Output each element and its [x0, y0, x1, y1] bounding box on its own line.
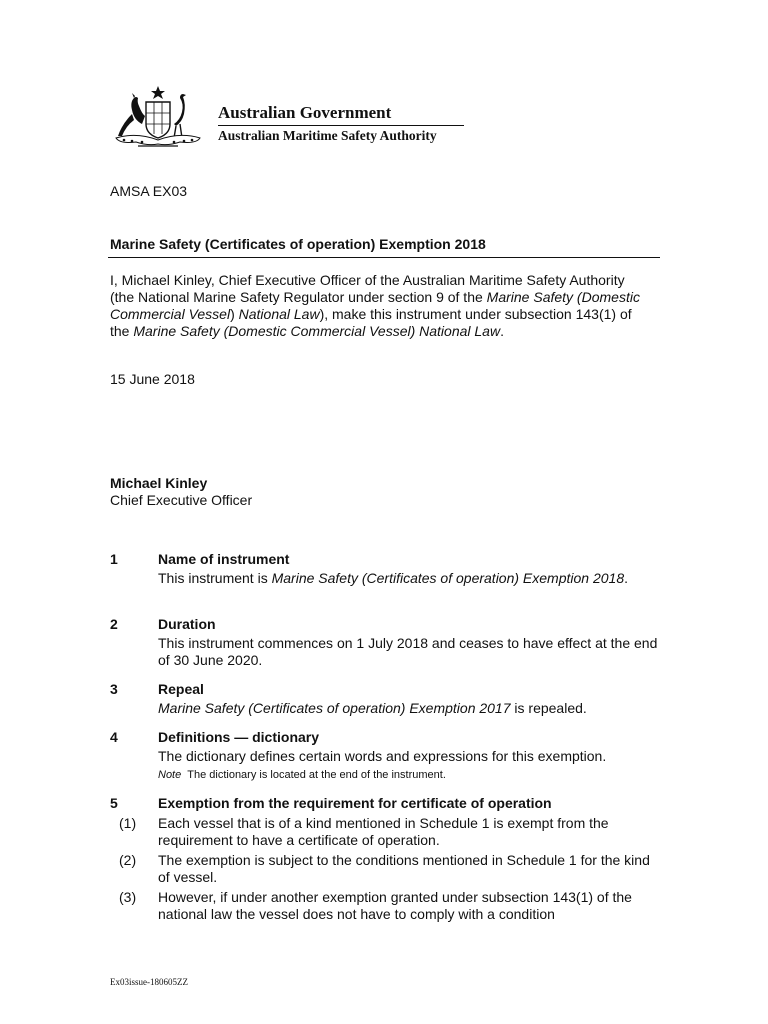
intro-text-1: I, Michael Kinley, Chief Executive Officer of the Australian Maritime Safety Authority (the National Marine Safety Regulator under section 9 of the: [110, 272, 625, 305]
signer-name: Michael Kinley: [110, 475, 208, 491]
section-number: 2: [110, 616, 118, 632]
subsection-text: The exemption is subject to the conditions mentioned in Schedule 1 for the kind of vessel.: [158, 852, 650, 885]
letterhead: [108, 80, 472, 152]
section-text: is repealed.: [510, 700, 587, 716]
section-number: 4: [110, 729, 118, 745]
section-number: 1: [110, 551, 118, 567]
section-note: [158, 769, 446, 782]
section-text-end: .: [624, 570, 628, 586]
government-name: Australian Government: [218, 103, 392, 122]
intro-law-name-2: National Law: [238, 306, 320, 322]
intro-law-name-3: Marine Safety (Domestic Commercial Vessel) National Law: [133, 323, 501, 339]
intro-text-3: ), make this instrument under subsection 143(1) of the: [110, 306, 632, 339]
agency-name: Australian Maritime Safety Authority: [218, 128, 437, 143]
section-number: 5: [110, 795, 118, 811]
subsection-number: (3): [119, 889, 137, 905]
subsection-number: (2): [119, 852, 137, 868]
signature-block: [110, 475, 252, 509]
signer-role: Chief Executive Officer: [110, 492, 253, 508]
repealed-instrument-name: Marine Safety (Certificates of operation) Exemption 2017: [158, 700, 511, 716]
section-body: This instrument commences on 1 July 2018 and ceases to have effect at the end of 30 June 2020.: [158, 635, 658, 668]
section-heading: Definitions — dictionary: [158, 729, 320, 745]
subsection-text: Each vessel that is of a kind mentioned in Schedule 1 is exempt from the requirement to have a certificate of operation.: [158, 815, 609, 848]
section-heading: Exemption from the requirement for certificate of operation: [158, 795, 552, 811]
title-divider: [108, 257, 660, 258]
intro-law-name-1: Marine Safety (Domestic Commercial Vessel: [110, 289, 640, 322]
letterhead-divider: [218, 125, 464, 126]
section-heading: Name of instrument: [158, 551, 290, 567]
signing-date: 15 June 2018: [110, 371, 195, 387]
section-heading: Repeal: [158, 681, 204, 697]
intro-paragraph: [110, 272, 650, 340]
intro-text-4: .: [500, 323, 504, 339]
note-text: The dictionary is located at the end of the instrument.: [187, 769, 446, 781]
section-body: [158, 700, 658, 717]
footer-reference: Ex03issue-180605ZZ: [110, 977, 188, 987]
note-label: Note: [158, 769, 182, 781]
section-text: This instrument is: [158, 570, 272, 586]
document-title: Marine Safety (Certificates of operation) Exemption 2018: [110, 236, 486, 252]
section-heading: Duration: [158, 616, 216, 632]
intro-text-2: ): [230, 306, 239, 322]
document-id: AMSA EX03: [110, 183, 188, 199]
section-body: [158, 570, 658, 587]
subsection-number: (1): [119, 815, 137, 831]
section-body: The dictionary defines certain words and expressions for this exemption.: [158, 748, 607, 764]
coat-of-arms-icon: [108, 84, 208, 150]
subsection-text: However, if under another exemption granted under subsection 143(1) of the national law the vessel does not have to comply with a condition: [158, 889, 632, 922]
section-number: 3: [110, 681, 118, 697]
instrument-name: Marine Safety (Certificates of operation) Exemption 2018: [271, 570, 625, 586]
